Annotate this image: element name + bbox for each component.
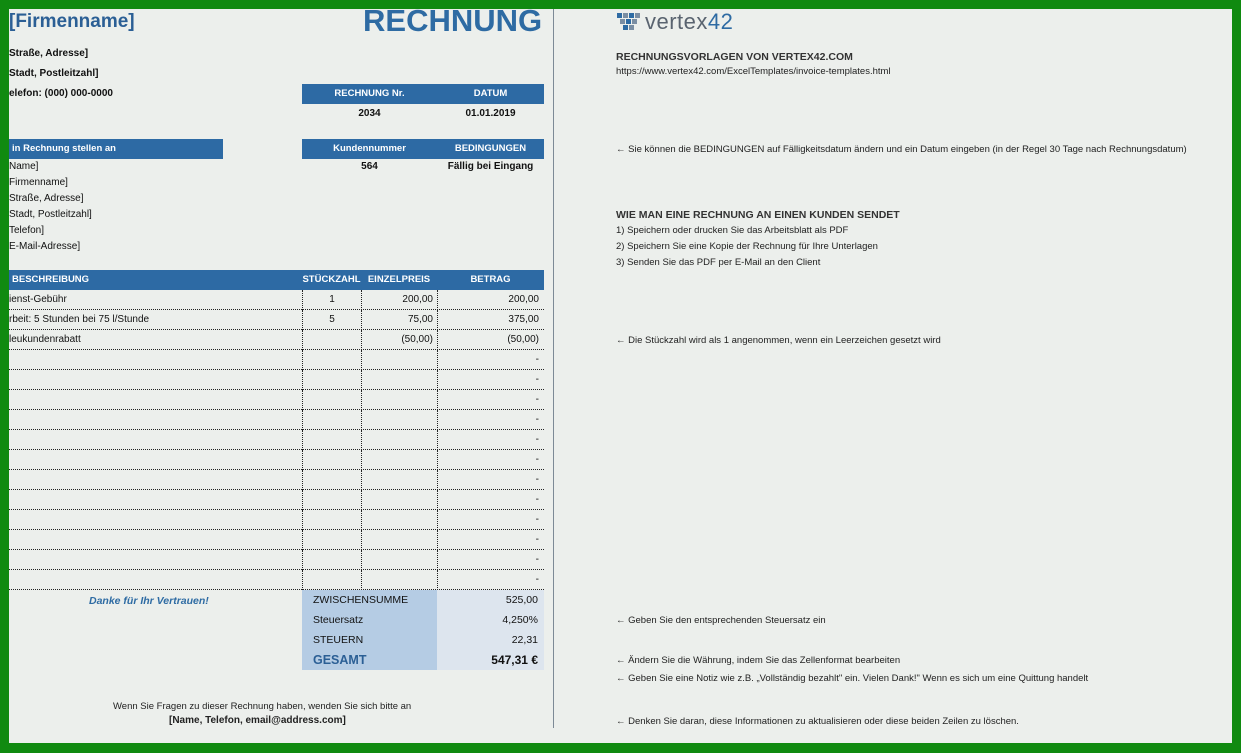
bill-to-street[interactable]: Straße, Adresse] bbox=[9, 193, 84, 204]
item-description[interactable] bbox=[9, 490, 302, 510]
hint-quantity: ← Die Stückzahl wird als 1 angenommen, wenn ein Leerzeichen gesetzt wird bbox=[616, 335, 941, 346]
invoice-date[interactable]: 01.01.2019 bbox=[465, 108, 516, 119]
item-description[interactable]: rbeit: 5 Stunden bei 75 l/Stunde bbox=[9, 314, 150, 325]
tax-rate-value[interactable]: 4,250% bbox=[437, 610, 544, 630]
vertex42-logo-text: vertex42 bbox=[645, 9, 734, 34]
invoice-title: RECHNUNG bbox=[363, 9, 543, 38]
terms-header: BEDINGUNGEN bbox=[454, 143, 527, 154]
spreadsheet-sheet bbox=[9, 9, 1232, 743]
item-description[interactable] bbox=[9, 430, 302, 450]
item-description[interactable] bbox=[9, 530, 302, 550]
item-amount[interactable]: - bbox=[437, 570, 544, 590]
item-description[interactable] bbox=[9, 470, 302, 490]
item-unit-price[interactable] bbox=[361, 450, 437, 470]
hint-tax-rate: ← Geben Sie den entsprechenden Steuersatz ein bbox=[616, 615, 826, 626]
tax-rate-label: Steuersatz bbox=[302, 610, 437, 630]
howto-step-2: 2) Speichern Sie eine Kopie der Rechnung für Ihre Unterlagen bbox=[616, 241, 878, 252]
item-unit-price[interactable] bbox=[361, 390, 437, 410]
item-row bbox=[9, 510, 544, 530]
item-amount[interactable]: (50,00) bbox=[437, 330, 544, 350]
item-row bbox=[9, 550, 544, 570]
total-label: GESAMT bbox=[302, 650, 437, 670]
item-unit-price[interactable] bbox=[361, 570, 437, 590]
howto-heading: WIE MAN EINE RECHNUNG AN EINEN KUNDEN SENDET bbox=[616, 209, 900, 221]
item-unit-price[interactable] bbox=[361, 370, 437, 390]
item-row bbox=[9, 430, 544, 450]
hint-terms: ← Sie können die BEDINGUNGEN auf Fälligkeitsdatum ändern und ein Datum eingeben (in der Regel 30 Tage nach Rechnungsdatum) bbox=[616, 144, 1187, 155]
bill-to-header: in Rechnung stellen an bbox=[9, 139, 223, 159]
howto-step-3: 3) Senden Sie das PDF per E-Mail an den Client bbox=[616, 257, 821, 268]
hint-currency: ← Ändern Sie die Währung, indem Sie das Zellenformat bearbeiten bbox=[616, 655, 901, 666]
company-phone[interactable]: elefon: (000) 000-0000 bbox=[9, 88, 113, 99]
print-area-border bbox=[553, 9, 554, 728]
item-quantity[interactable] bbox=[302, 490, 361, 510]
totals-block bbox=[302, 590, 544, 670]
item-row bbox=[9, 370, 544, 390]
company-name[interactable]: [Firmenname] bbox=[9, 11, 135, 32]
item-row bbox=[9, 450, 544, 470]
col-amount: BETRAG bbox=[470, 274, 511, 285]
item-amount[interactable]: - bbox=[437, 350, 544, 370]
payment-terms[interactable]: Fällig bei Eingang bbox=[447, 161, 534, 172]
company-city[interactable]: Stadt, Postleitzahl] bbox=[9, 68, 99, 79]
item-quantity[interactable] bbox=[302, 430, 361, 450]
col-quantity: STÜCKZAHL bbox=[302, 274, 361, 285]
bill-to-city[interactable]: Stadt, Postleitzahl] bbox=[9, 209, 92, 220]
item-description[interactable]: leukundenrabatt bbox=[9, 334, 81, 345]
item-description[interactable] bbox=[9, 370, 302, 390]
items-header bbox=[9, 270, 544, 290]
item-amount[interactable]: - bbox=[437, 550, 544, 570]
company-street[interactable]: Straße, Adresse] bbox=[9, 48, 89, 59]
invoice-meta-header bbox=[302, 84, 544, 104]
invoice-no-header: RECHNUNG Nr. bbox=[334, 88, 405, 99]
total-row bbox=[302, 650, 544, 670]
item-amount[interactable]: - bbox=[437, 430, 544, 450]
item-row bbox=[9, 290, 544, 310]
item-quantity[interactable] bbox=[302, 390, 361, 410]
item-quantity[interactable] bbox=[302, 450, 361, 470]
bill-to-email[interactable]: E-Mail-Adresse] bbox=[9, 241, 81, 252]
templates-link[interactable]: https://www.vertex42.com/ExcelTemplates/invoice-templates.html bbox=[616, 66, 891, 77]
item-description[interactable] bbox=[9, 450, 302, 470]
customer-no-header: Kundennummer bbox=[333, 143, 406, 154]
bill-to-name[interactable]: Name] bbox=[9, 161, 39, 172]
item-description[interactable] bbox=[9, 390, 302, 410]
item-unit-price[interactable] bbox=[361, 490, 437, 510]
item-quantity[interactable] bbox=[302, 570, 361, 590]
item-row bbox=[9, 350, 544, 370]
item-amount[interactable]: 375,00 bbox=[437, 310, 544, 330]
item-row bbox=[9, 470, 544, 490]
tax-row bbox=[302, 630, 544, 650]
tax-label: STEUERN bbox=[302, 630, 437, 650]
item-unit-price[interactable] bbox=[361, 410, 437, 430]
item-quantity[interactable] bbox=[302, 330, 361, 350]
item-quantity[interactable]: 5 bbox=[302, 310, 361, 330]
item-description[interactable] bbox=[9, 350, 302, 370]
item-quantity[interactable] bbox=[302, 530, 361, 550]
item-row bbox=[9, 330, 544, 350]
subtotal-value: 525,00 bbox=[437, 590, 544, 610]
thanks-note[interactable]: Danke für Ihr Vertrauen! bbox=[89, 595, 209, 607]
item-description[interactable] bbox=[9, 550, 302, 570]
tax-rate-row bbox=[302, 610, 544, 630]
item-amount[interactable]: - bbox=[437, 450, 544, 470]
item-description[interactable]: ienst-Gebühr bbox=[9, 294, 67, 305]
item-description[interactable] bbox=[9, 510, 302, 530]
customer-meta-header bbox=[302, 139, 544, 159]
bill-to-phone[interactable]: Telefon] bbox=[9, 225, 45, 236]
item-amount[interactable]: - bbox=[437, 390, 544, 410]
item-row bbox=[9, 570, 544, 590]
item-unit-price[interactable]: 75,00 bbox=[361, 310, 437, 330]
item-row bbox=[9, 390, 544, 410]
subtotal-label: ZWISCHENSUMME bbox=[302, 590, 437, 610]
item-quantity[interactable] bbox=[302, 410, 361, 430]
item-unit-price[interactable] bbox=[361, 350, 437, 370]
item-row bbox=[9, 410, 544, 430]
contact-info[interactable]: [Name, Telefon, email@address.com] bbox=[169, 715, 346, 726]
item-unit-price[interactable] bbox=[361, 470, 437, 490]
item-amount[interactable]: - bbox=[437, 490, 544, 510]
invoice-number[interactable]: 2034 bbox=[358, 108, 381, 119]
item-row bbox=[9, 530, 544, 550]
hint-note: ← Geben Sie eine Notiz wie z.B. „Vollständig bezahlt" ein. Vielen Dank!" Wenn es sich um eine Quittung handelt bbox=[616, 673, 1089, 684]
date-header: DATUM bbox=[473, 88, 508, 99]
item-amount[interactable]: - bbox=[437, 370, 544, 390]
item-amount[interactable]: - bbox=[437, 530, 544, 550]
hint-update: ← Denken Sie daran, diese Informationen zu aktualisieren oder diese beiden Zeilen zu löschen. bbox=[616, 716, 1019, 727]
customer-number[interactable]: 564 bbox=[361, 161, 378, 172]
item-amount[interactable]: - bbox=[437, 470, 544, 490]
item-quantity[interactable] bbox=[302, 350, 361, 370]
subtotal-row bbox=[302, 590, 544, 610]
item-quantity[interactable] bbox=[302, 370, 361, 390]
item-amount[interactable]: 200,00 bbox=[437, 290, 544, 310]
item-amount[interactable]: - bbox=[437, 510, 544, 530]
tax-value: 22,31 bbox=[437, 630, 544, 650]
col-description: BESCHREIBUNG bbox=[12, 274, 90, 285]
howto-step-1: 1) Speichern oder drucken Sie das Arbeitsblatt als PDF bbox=[616, 225, 849, 236]
item-row bbox=[9, 490, 544, 510]
item-unit-price[interactable] bbox=[361, 550, 437, 570]
item-unit-price[interactable]: 200,00 bbox=[361, 290, 437, 310]
contact-note[interactable]: Wenn Sie Fragen zu dieser Rechnung haben, wenden Sie sich bitte an bbox=[113, 701, 412, 712]
bill-to-company[interactable]: Firmenname] bbox=[9, 177, 68, 188]
templates-heading: RECHNUNGSVORLAGEN VON VERTEX42.COM bbox=[616, 51, 853, 63]
items-table bbox=[9, 290, 544, 590]
item-description[interactable] bbox=[9, 570, 302, 590]
item-quantity[interactable] bbox=[302, 510, 361, 530]
item-unit-price[interactable] bbox=[361, 510, 437, 530]
item-quantity[interactable] bbox=[302, 550, 361, 570]
vertex42-logo-icon bbox=[616, 11, 642, 33]
item-quantity[interactable] bbox=[302, 470, 361, 490]
item-unit-price[interactable] bbox=[361, 530, 437, 550]
col-unit-price: EINZELPREIS bbox=[367, 274, 431, 285]
item-description[interactable] bbox=[9, 410, 302, 430]
item-unit-price[interactable]: (50,00) bbox=[361, 330, 437, 350]
item-amount[interactable]: - bbox=[437, 410, 544, 430]
item-row bbox=[9, 310, 544, 330]
item-quantity[interactable]: 1 bbox=[302, 290, 361, 310]
item-unit-price[interactable] bbox=[361, 430, 437, 450]
total-value: 547,31 € bbox=[437, 650, 544, 670]
vertex42-logo bbox=[616, 9, 733, 35]
